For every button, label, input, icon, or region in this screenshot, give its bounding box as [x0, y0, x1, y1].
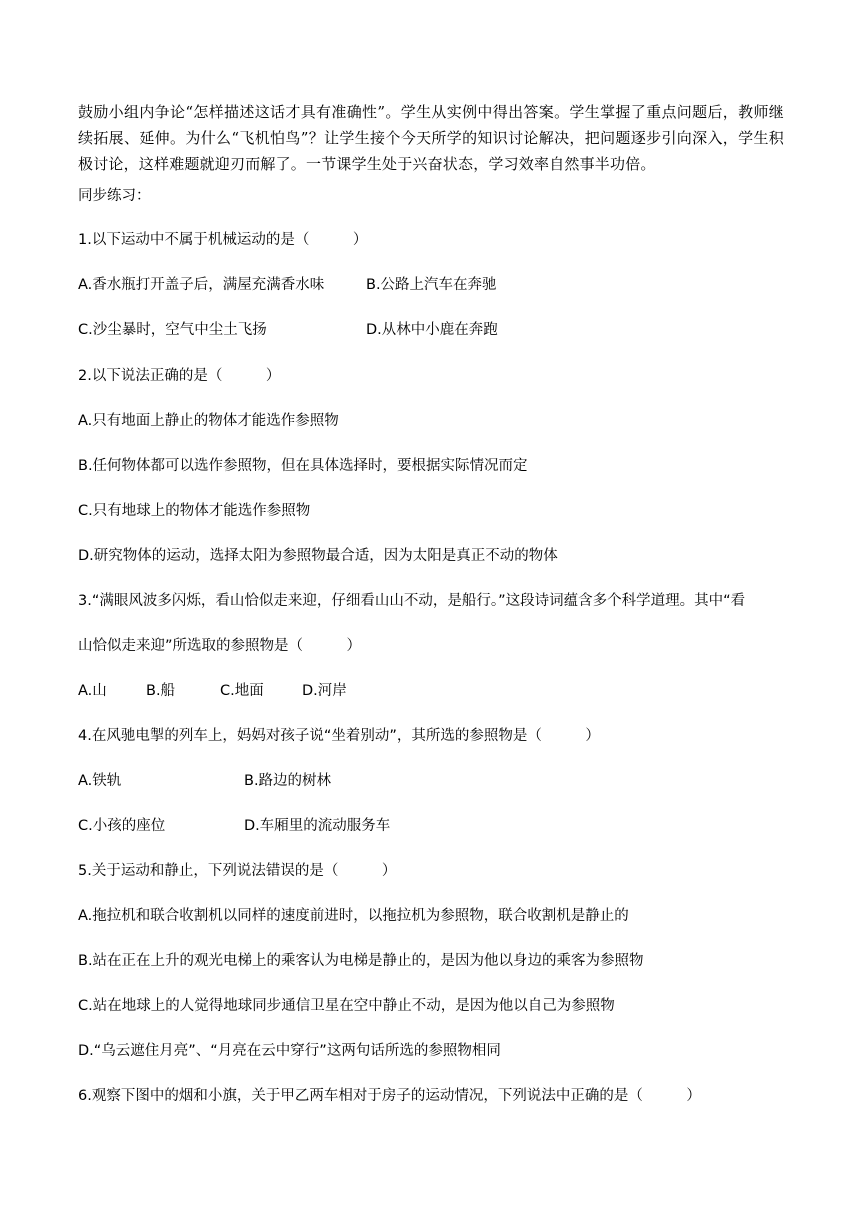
- question-5-stem: 5.关于运动和静止，下列说法错误的是（ ）: [78, 863, 397, 879]
- question-1-option-c: C.沙尘暴时，空气中尘土飞扬: [78, 322, 267, 338]
- question-3-stem-line-1: 3.“满眼风波多闪烁，看山恰似走来迎，仔细看山山不动，是船行。”这段诗词蕴含多个科学道理。其中“看: [78, 593, 746, 609]
- intro-paragraph: 鼓励小组内争论“怎样描述这话才具有准确性”。学生从实例中得出答案。学生掌握了重点问题后，教师继续拓展、延伸。为什么“飞机怕鸟”？让学生接个今天所学的知识讨论解决，把问题逐步引向深入，学生积极讨论，这样难题就迎刃而解了。一节课学生处于兴奋状态，学习效率自然事半功倍。: [78, 103, 784, 173]
- question-1-option-b: B.公路上汽车在奔驰: [366, 277, 497, 293]
- question-2-option-c: C.只有地球上的物体才能选作参照物: [78, 503, 311, 519]
- question-4-option-a: A.铁轨: [78, 773, 122, 789]
- question-4-stem: 4.在风驰电掣的列车上，妈妈对孩子说“坐着别动”，其所选的参照物是（ ）: [78, 728, 600, 744]
- question-4-option-c: C.小孩的座位: [78, 818, 166, 834]
- question-1-option-a: A.香水瓶打开盖子后，满屋充满香水味: [78, 277, 325, 293]
- question-1-option-d: D.从林中小鹿在奔跑: [366, 322, 498, 338]
- question-5-option-b: B.站在正在上升的观光电梯上的乘客认为电梯是静止的，是因为他以身边的乘客为参照物: [78, 953, 644, 969]
- question-5-option-a: A.拖拉机和联合收割机以同样的速度前进时，以拖拉机为参照物，联合收割机是静止的: [78, 908, 629, 924]
- question-3-option-c: C.地面: [220, 683, 264, 699]
- question-2-stem: 2.以下说法正确的是（ ）: [78, 368, 281, 384]
- question-5-option-c: C.站在地球上的人觉得地球同步通信卫星在空中静止不动，是因为他以自己为参照物: [78, 998, 615, 1014]
- question-4-option-d: D.车厢里的流动服务车: [244, 818, 391, 834]
- question-3-stem-line-2: 山恰似走来迎”所选取的参照物是（ ）: [78, 638, 362, 654]
- question-2-option-a: A.只有地面上静止的物体才能选作参照物: [78, 413, 339, 429]
- question-2-option-d: D.研究物体的运动，选择太阳为参照物最合适，因为太阳是真正不动的物体: [78, 548, 558, 564]
- question-3-option-d: D.河岸: [302, 683, 347, 699]
- question-3-option-a: A.山: [78, 683, 107, 699]
- question-6-stem: 6.观察下图中的烟和小旗，关于甲乙两车相对于房子的运动情况，下列说法中正确的是（ ）: [78, 1088, 701, 1104]
- question-3-option-b: B.船: [146, 683, 176, 699]
- section-title: 同步练习：: [78, 188, 151, 204]
- question-5-option-d: D.“乌云遮住月亮”、“月亮在云中穿行”这两句话所选的参照物相同: [78, 1043, 501, 1059]
- question-2-option-b: B.任何物体都可以选作参照物，但在具体选择时，要根据实际情况而定: [78, 458, 528, 474]
- question-4-option-b: B.路边的树林: [244, 773, 332, 789]
- question-1-stem: 1.以下运动中不属于机械运动的是（ ）: [78, 232, 368, 248]
